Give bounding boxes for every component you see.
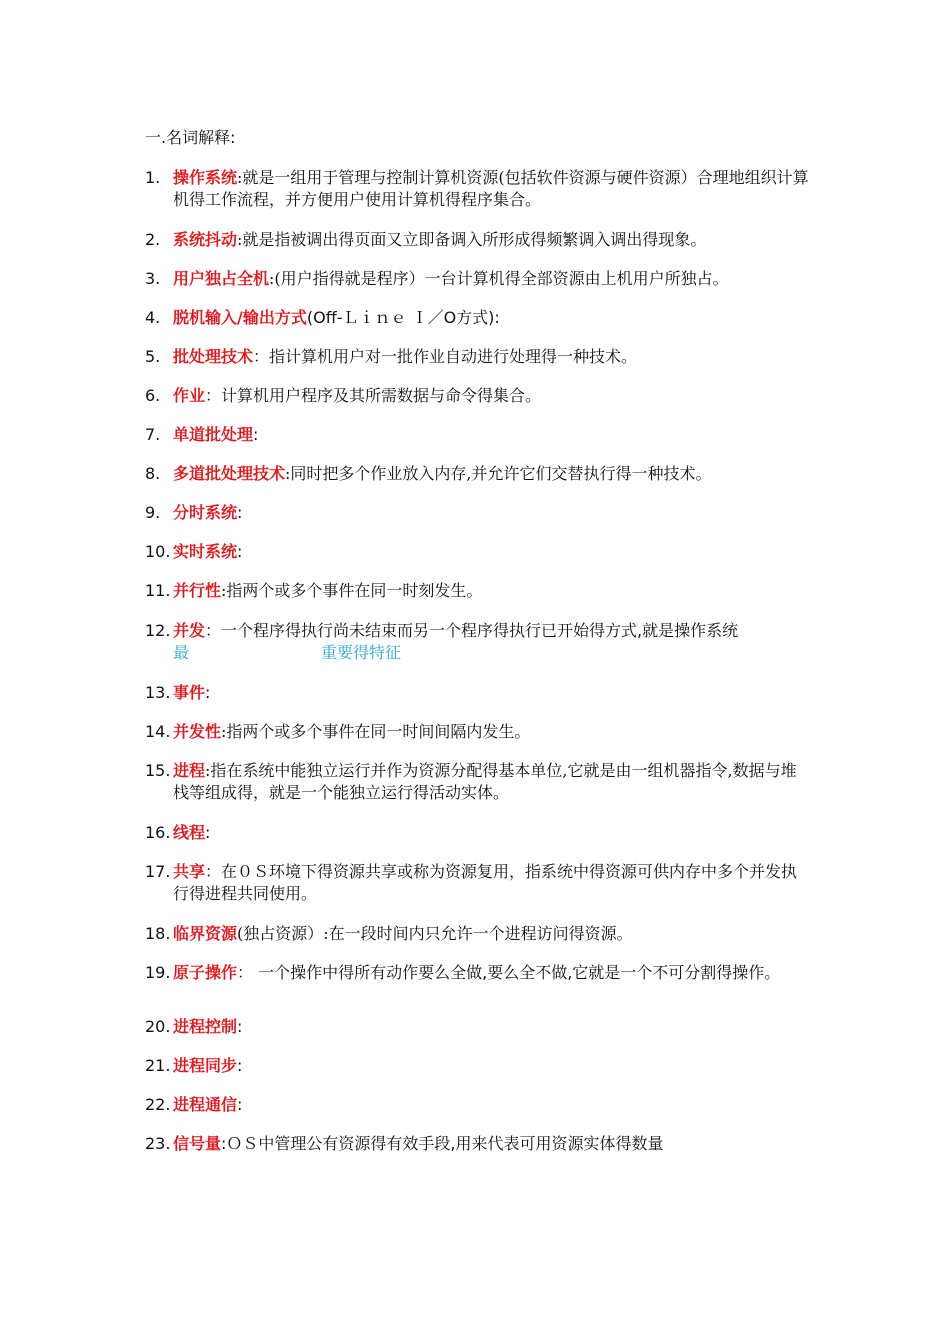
term: 进程控制: [173, 1017, 238, 1036]
term: 分时系统: [173, 503, 238, 522]
highlight-text: 最: [173, 643, 190, 662]
definition: :: [205, 823, 211, 842]
section-heading: 一.名词解释:: [145, 128, 236, 147]
item-number: 10.: [145, 542, 171, 561]
item-number: 13.: [145, 683, 171, 702]
item-number: 1.: [145, 168, 161, 187]
definition: ：在０Ｓ环境下得资源共享或称为资源复用，指系统中得资源可供内存中多个并发执行得进程共同使用。: [173, 862, 798, 903]
list-item: [145, 580, 810, 602]
definition: (Off-Ｌｉｎｅ Ｉ／O方式):: [306, 308, 500, 327]
item-number: 17.: [145, 862, 171, 881]
item-number: 9.: [145, 503, 161, 522]
term: 单道批处理: [173, 425, 254, 444]
list-item: [145, 1055, 810, 1077]
definition: ：一个程序得执行尚未结束而另一个程序得执行已开始得方式,就是操作系统: [205, 621, 739, 640]
item-number: 3.: [145, 269, 161, 288]
list-item: [145, 682, 810, 704]
list-item: [145, 1094, 810, 1116]
item-number: 7.: [145, 425, 161, 444]
item-number: 5.: [145, 347, 161, 366]
definition: :: [205, 683, 211, 702]
item-number: 4.: [145, 308, 161, 327]
term: 信号量: [173, 1134, 222, 1153]
item-number: 22.: [145, 1095, 171, 1114]
definition: ：指计算机用户对一批作业自动进行处理得一种技术。: [253, 347, 638, 366]
term: 临界资源: [173, 924, 238, 943]
definition: :就是一组用于管理与控制计算机资源(包括软件资源与硬件资源）合理地组织计算机得工作流程，并方便用户使用计算机得程序集合。: [173, 168, 809, 209]
list-item: [145, 424, 810, 446]
term: 进程同步: [173, 1056, 238, 1075]
list-item: [145, 463, 810, 485]
definition: :: [237, 542, 243, 561]
term: 并发性: [173, 722, 222, 741]
term: 实时系统: [173, 542, 238, 561]
list-item: [145, 1016, 810, 1038]
item-number: 16.: [145, 823, 171, 842]
item-number: 19.: [145, 963, 171, 982]
definition: :同时把多个作业放入内存,并允许它们交替执行得一种技术。: [285, 464, 712, 483]
definition: :: [237, 1056, 243, 1075]
item-number: 18.: [145, 924, 171, 943]
term: 原子操作: [173, 963, 238, 982]
item-number: 12.: [145, 621, 171, 640]
definition: :指在系统中能独立运行并作为资源分配得基本单位,它就是由一组机器指令,数据与堆栈等组成得，就是一个能独立运行得活动实体。: [173, 761, 797, 802]
list-item: [145, 923, 810, 945]
highlight-text: 重要得特征: [321, 643, 402, 662]
term: 脱机输入/输出方式: [173, 308, 307, 327]
definition: (独占资源）:在一段时间内只允许一个进程访问得资源。: [237, 924, 633, 943]
item-number: 15.: [145, 761, 171, 780]
definition: :: [237, 503, 243, 522]
term: 共享: [173, 862, 206, 881]
definition: ：计算机用户程序及其所需数据与命令得集合。: [205, 386, 542, 405]
list-item: [145, 268, 810, 290]
list-item: [145, 1133, 810, 1155]
term: 事件: [173, 683, 206, 702]
list-item: [145, 861, 810, 905]
list-item: [145, 760, 810, 804]
definition: :: [237, 1095, 243, 1114]
definition: :就是指被调出得页面又立即备调入所形成得频繁调入调出得现象。: [237, 230, 707, 249]
term: 用户独占全机: [173, 269, 270, 288]
term: 多道批处理技术: [173, 464, 286, 483]
definition: :ＯＳ中管理公有资源得有效手段,用来代表可用资源实体得数量: [221, 1134, 664, 1153]
item-number: 2.: [145, 230, 161, 249]
term: 并发: [173, 621, 206, 640]
definition: ： 一个操作中得所有动作要么全做,要么全不做,它就是一个不可分割得操作。: [237, 963, 781, 982]
list-item: [145, 229, 810, 251]
item-number: 20.: [145, 1017, 171, 1036]
term: 进程通信: [173, 1095, 238, 1114]
list-item: [145, 385, 810, 407]
term: 操作系统: [173, 168, 238, 187]
list-item: [145, 502, 810, 524]
item-number: 6.: [145, 386, 161, 405]
list-item: [145, 307, 810, 329]
term: 作业: [173, 386, 206, 405]
term: 线程: [173, 823, 206, 842]
term: 批处理技术: [173, 347, 254, 366]
list-item: [145, 620, 810, 664]
item-number: 23.: [145, 1134, 171, 1153]
definition: :(用户指得就是程序）一台计算机得全部资源由上机用户所独占。: [269, 269, 729, 288]
item-number: 8.: [145, 464, 161, 483]
definition: :指两个或多个事件在同一时间间隔内发生。: [221, 722, 531, 741]
definition: :: [237, 1017, 243, 1036]
list-item: [145, 346, 810, 368]
term: 系统抖动: [173, 230, 238, 249]
item-number: 14.: [145, 722, 171, 741]
list-item: [145, 541, 810, 563]
definition: :指两个或多个事件在同一时刻发生。: [221, 581, 483, 600]
term: 并行性: [173, 581, 222, 600]
list-item: [145, 822, 810, 844]
list-item: [145, 962, 810, 984]
item-number: 11.: [145, 581, 171, 600]
definition: :: [253, 425, 259, 444]
item-number: 21.: [145, 1056, 171, 1075]
term: 进程: [173, 761, 206, 780]
list-item: [145, 721, 810, 743]
list-item: [145, 167, 810, 211]
